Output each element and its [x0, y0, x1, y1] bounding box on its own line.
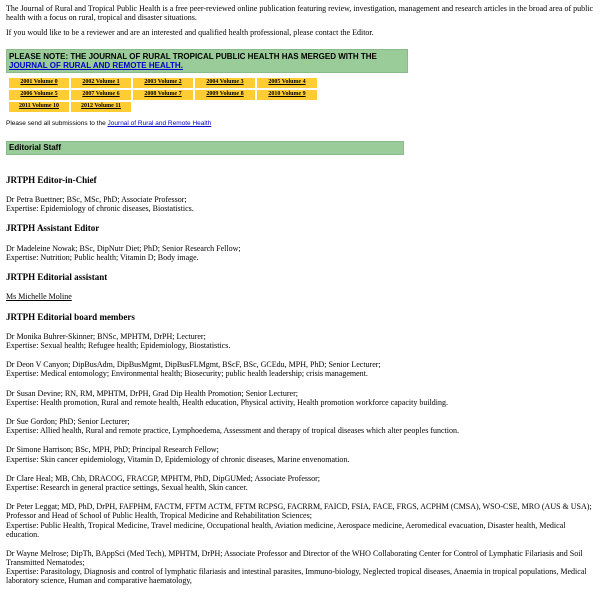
person-expertise: Expertise: Medical entomology; Environmental health; Biosecurity; public health leadership; crisis management. [6, 369, 368, 379]
editorial-assistant-heading: JRTPH Editorial assistant [6, 272, 108, 283]
merge-notice-text: PLEASE NOTE: THE JOURNAL OF RURAL TROPICAL PUBLIC HEALTH HAS MERGED WITH THE [9, 51, 377, 61]
volume-link[interactable]: 2009 Volume 8 [206, 91, 244, 98]
volume-link[interactable]: 2003 Volume 2 [144, 79, 182, 86]
volume-link[interactable]: 2007 Volume 6 [82, 91, 120, 98]
person-expertise: Expertise: Research in general practice settings, Sexual health, Skin cancer. [6, 482, 248, 492]
person-name: Dr Peter Leggat; MD, PhD, DrPH, FAFPHM, FACTM, FFTM ACTM, FFTM RCPSG, FACRRM, FAICD, FSIA, FACE, FRGS, ACPHM (CMSA), WSO-CSE, MRO (AUS & USA); Professor and Head of School of Public Health, Tropical Medicine and Rehabilitation Sciences; [6, 502, 592, 521]
volume-link[interactable]: 2008 Volume 7 [144, 91, 182, 98]
editorial-assistant-entry [6, 292, 594, 301]
volume-cell [257, 78, 317, 88]
person-name: Dr Deon V Canyon; DipBusAdm, DipBusMgmt, DipBusFLMgmt, BScF, BSc, GCEdu, MPH, PhD; Senior Lecturer; [6, 360, 381, 370]
board-member [6, 360, 594, 378]
submission-link[interactable]: Journal of Rural and Remote Health [107, 119, 212, 127]
person-expertise: Expertise: Parasitology, Diagnosis and control of lymphatic filariasis and intestinal parasites, Immuno-biology, Neglected tropical diseases, Anaemia in tropical populations, Medical laboratory science, Human and comparative haematology, [6, 567, 587, 586]
person-name: Dr Sue Gordon; PhD; Senior Lecturer; [6, 417, 130, 427]
volume-cell [71, 102, 131, 112]
person-name: Dr Madeleine Nowak; BSc, DipNutr Diet; PhD; Senior Research Fellow; [6, 243, 241, 253]
volume-cell [133, 90, 193, 100]
submission-text: Please send all submissions to the [6, 119, 106, 127]
person-name: Dr Clare Heal; MB, Chb, DRACOG, FRACGP, MPHTM, PhD, DipGUMed; Associate Professor; [6, 473, 321, 483]
volume-link[interactable]: 2006 Volume 5 [20, 91, 58, 98]
editorial-staff-header: Editorial Staff [6, 141, 404, 154]
editor-entry [6, 195, 594, 213]
editor-heading: JRTPH Editor-in-Chief [6, 174, 97, 185]
volume-table [7, 76, 319, 114]
board-member [6, 445, 594, 463]
board-heading: JRTPH Editorial board members [6, 311, 135, 322]
board-member [6, 417, 594, 435]
volume-link[interactable]: 2012 Volume 11 [80, 103, 121, 110]
volume-link[interactable]: 2005 Volume 4 [268, 79, 306, 86]
submission-note [6, 120, 594, 127]
person-expertise: Expertise: Health promotion, Rural and remote health, Health education, Physical activity, Health promotion workforce capacity building. [6, 397, 449, 407]
board-member [6, 474, 594, 492]
volume-cell [9, 78, 69, 88]
board-member [6, 502, 594, 539]
assistant-editor-entry [6, 244, 594, 262]
intro-text: The Journal of Rural and Tropical Public Health is a free peer-reviewed online publication featuring review, investigation, management and research articles in the broad area of public health with a focus on rural, tropical and disaster situations. [6, 4, 594, 23]
board-member [6, 549, 594, 586]
person-name: Dr Wayne Melrose; DipTh, BAppSci (Med Tech), MPHTM, DrPH; Associate Professor and Director of the WHO Collaborating Center for Control of Lymphatic Filariasis and Soil Transmitted Nematodes; [6, 548, 583, 568]
person-name: Dr Petra Buettner; BSc, MSc, PhD; Associate Professor; [6, 194, 187, 204]
volume-link[interactable]: 2001 Volume 0 [20, 79, 58, 86]
board-member [6, 389, 594, 407]
volume-link[interactable]: 2011 Volume 10 [18, 103, 59, 110]
person-expertise: Expertise: Skin cancer epidemiology, Vitamin D, Epidemiology of chronic diseases, Marine envenomation. [6, 454, 350, 464]
person-expertise: Expertise: Public Health, Tropical Medicine, Travel medicine, Occupational health, Aviation medicine, Aerospace medicine, Aeromedical evacuation, Disaster health, Medical education. [6, 520, 566, 539]
rural-remote-health-link[interactable]: JOURNAL OF RURAL AND REMOTE HEALTH. [9, 60, 183, 70]
volume-cell [71, 78, 131, 88]
volume-cell [71, 90, 131, 100]
volume-cell [195, 90, 255, 100]
person-expertise: Expertise: Nutrition; Public health; Vitamin D; Body image. [6, 252, 199, 262]
volume-cell [9, 102, 69, 112]
assistant-editor-heading: JRTPH Assistant Editor [6, 223, 100, 234]
person-expertise: Expertise: Allied health, Rural and remote practice, Lymphoedema, Assessment and therapy of tropical diseases which alter peoples function. [6, 426, 459, 436]
merge-notice [6, 49, 408, 73]
editorial-assistant-link[interactable]: Ms Michelle Moline [6, 292, 72, 302]
person-name: Dr Monika Buhrer-Skinner; BNSc, MPHTM, DrPH; Lecturer; [6, 331, 206, 341]
volume-cell [133, 78, 193, 88]
person-expertise: Expertise: Sexual health; Refugee health; Epidemiology, Biostatistics. [6, 341, 231, 351]
person-name: Dr Simone Harrison; BSc, MPH, PhD; Principal Research Fellow; [6, 445, 219, 455]
volume-cell [9, 90, 69, 100]
person-name: Dr Susan Devine; RN, RM, MPHTM, DrPH, Grad Dip Health Promotion; Senior Lecturer; [6, 388, 298, 398]
volume-cell [257, 90, 317, 100]
volume-link[interactable]: 2004 Volume 3 [206, 79, 244, 86]
volume-link[interactable]: 2002 Volume 1 [82, 79, 120, 86]
volume-link[interactable]: 2010 Volume 9 [268, 91, 306, 98]
volume-cell [195, 78, 255, 88]
board-member [6, 332, 594, 350]
reviewer-text: If you would like to be a reviewer and are an interested and qualified health professional, please contact the Editor. [6, 28, 374, 38]
person-expertise: Expertise: Epidemiology of chronic diseases, Biostatistics. [6, 204, 194, 214]
